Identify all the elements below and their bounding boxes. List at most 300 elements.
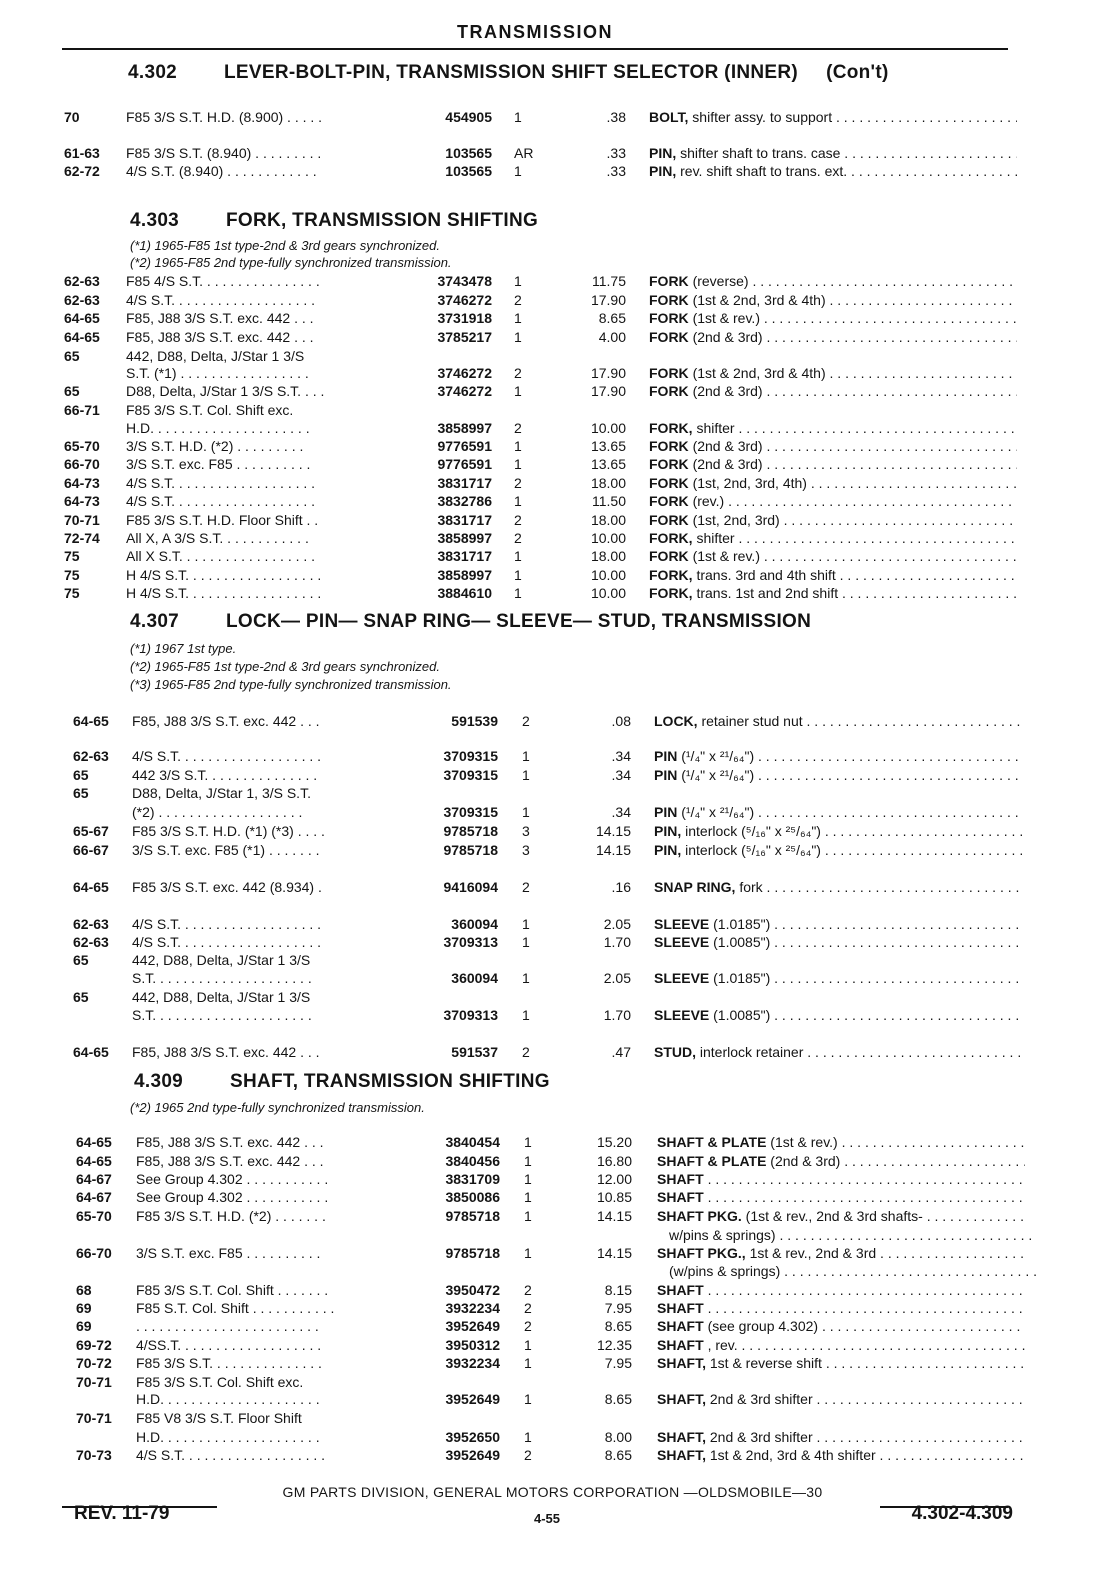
part-description [649,566,1017,584]
part-number: 3746272 [437,383,492,399]
part-description [657,1281,1025,1299]
part-detail: shifter assy. to support [692,109,833,125]
application: D88, Delta, J/Star 1 3/S S.T. . . . [126,383,325,399]
part-number: 591537 [451,1044,498,1060]
part-description [649,272,1017,290]
section-title: LOCK— PIN— SNAP RING— SLEEVE— STUD, TRANSMISSION [226,611,812,632]
application: F85 3/S S.T. exc. 442 (8.934) . [132,879,322,895]
quantity: 1 [522,1007,530,1023]
model-years: 62-63 [73,934,109,950]
part-number: 3746272 [437,292,492,308]
part-name: FORK [649,365,689,381]
table-row [0,547,1105,565]
part-name: BOLT, [649,109,689,125]
part-detail: (1.0085") [713,1007,771,1023]
quantity: 1 [514,273,522,289]
application: F85 3/S S.T. . . . . . . . . . . . . . . [136,1355,322,1371]
footnote: (*1) 1965-F85 1st type-2nd & 3rd gears synchronized. [130,238,441,253]
table-row [0,766,1105,784]
part-number: 3840456 [445,1153,500,1169]
table-row [0,382,1105,400]
part-detail: (1st & rev.) [692,548,760,564]
quantity: 2 [524,1282,532,1298]
part-description [657,1390,1025,1408]
part-number: 3952649 [445,1447,500,1463]
part-name: FORK [649,273,689,289]
model-years: 65-70 [64,438,100,454]
part-detail: trans. 1st and 2nd shift [696,585,839,601]
part-description [649,291,1017,309]
quantity: 1 [514,109,522,125]
table-row [0,1244,1105,1262]
quantity: 1 [522,916,530,932]
table-row [0,1207,1105,1225]
price: 15.20 [596,1134,632,1150]
model-years: 72-74 [64,530,100,546]
model-years: 64-65 [64,310,100,326]
part-detail: rev. shift shaft to trans. ext. [680,163,848,179]
table-row [0,529,1105,547]
part-detail: interlock (⁵/₁₆" x ²⁵/₆₄") [685,842,821,858]
table-row [0,822,1105,840]
quantity: 1 [514,456,522,472]
part-name: SHAFT [657,1171,704,1187]
part-name: SHAFT & PLATE [657,1153,767,1169]
table-row [0,951,1105,969]
application: 4/SS.T. . . . . . . . . . . . . . . . . . . [136,1337,322,1353]
price: 1.70 [603,934,631,950]
part-detail: 2nd & 3rd shifter [709,1429,813,1445]
application: 4/S S.T. . . . . . . . . . . . . . . . . . . [126,292,316,308]
part-detail: (1st & 2nd, 3rd & 4th) [692,292,826,308]
part-detail: (1st, 2nd, 3rd) [692,512,780,528]
quantity: 2 [524,1300,532,1316]
table-row [0,1226,1105,1244]
quantity: 1 [522,804,530,820]
application: F85 3/S S.T. H.D. (*2) . . . . . . . [136,1208,326,1224]
section-heading-4302 [128,62,889,84]
part-description [654,841,1022,859]
application: F85, J88 3/S S.T. exc. 442 . . . [136,1153,324,1169]
part-detail: (1.0185") [713,970,771,986]
section-title: SHAFT, TRANSMISSION SHIFTING [230,1071,550,1092]
part-number: 3831717 [437,475,492,491]
section-number: 4.303 [130,210,180,231]
part-number: 3932234 [445,1355,500,1371]
section-title: LEVER-BOLT-PIN, TRANSMISSION SHIFT SELECTOR (INNER) [224,62,799,83]
part-name: SHAFT, [657,1355,706,1371]
price: 17.90 [590,365,626,381]
application: 4/S S.T. . . . . . . . . . . . . . . . . . . [132,748,322,764]
group-range: 4.302-4.309 [911,1503,1013,1524]
footnote: (*1) 1967 1st type. [130,641,237,656]
table-row [0,511,1105,529]
section-number: 4.302 [128,62,178,83]
part-name: FORK, [649,585,693,601]
part-description [649,108,1017,126]
price: 14.15 [596,1208,632,1224]
quantity: AR [514,145,534,161]
quantity: 3 [522,823,530,839]
quantity: 1 [522,767,530,783]
part-name: SHAFT & PLATE [657,1134,767,1150]
model-years: 64-67 [76,1189,112,1205]
price: 8.65 [604,1447,632,1463]
application: F85, J88 3/S S.T. exc. 442 . . . [126,310,314,326]
application: 4/S S.T. . . . . . . . . . . . . . . . . . . [132,934,322,950]
table-row [0,1390,1105,1408]
part-detail: (1st & 2nd, 3rd & 4th) [692,365,826,381]
part-name: SLEEVE [654,934,710,950]
quantity: 2 [524,1447,532,1463]
part-number: 360094 [451,970,498,986]
part-name: SLEEVE [654,916,710,932]
application: 442 3/S S.T. . . . . . . . . . . . . . . [132,767,318,783]
part-number: 9776591 [437,456,492,472]
part-name: SHAFT PKG. [657,1208,742,1224]
model-years: 64-65 [76,1153,112,1169]
model-years: 70 [64,109,80,125]
table-row [0,803,1105,821]
quantity: 1 [514,329,522,345]
part-description [657,1170,1025,1188]
quantity: 1 [524,1189,532,1205]
part-number: 3884610 [437,585,492,601]
part-detail: shifter shaft to trans. case [680,145,841,161]
model-years: 65 [73,767,89,783]
table-row [0,933,1105,951]
part-name: SNAP RING, [654,879,736,895]
section-heading-4307 [130,611,811,633]
quantity: 2 [514,475,522,491]
table-row [0,1188,1105,1206]
quantity: 1 [524,1337,532,1353]
part-name: SHAFT [657,1282,704,1298]
part-number: 103565 [445,145,492,161]
part-number: 3743478 [437,273,492,289]
price: .33 [606,163,626,179]
part-detail: trans. 3rd and 4th shift [696,567,836,583]
price: 10.00 [590,530,626,546]
quantity: 1 [514,438,522,454]
table-row [0,492,1105,510]
part-number: 9776591 [437,438,492,454]
price: 8.15 [604,1282,632,1298]
price: 12.35 [596,1337,632,1353]
part-detail: , rev. [707,1337,738,1353]
part-description [649,364,1017,382]
model-years: 70-73 [76,1447,112,1463]
part-detail: (1st & rev.) [692,310,760,326]
footnote: (*3) 1965-F85 2nd type-fully synchronized transmission. [130,677,452,692]
model-years: 61-63 [64,145,100,161]
part-description [649,328,1017,346]
table-row [0,584,1105,602]
quantity: 3 [522,842,530,858]
part-description [649,162,1017,180]
quantity: 1 [524,1134,532,1150]
part-name: FORK [649,438,689,454]
application: H 4/S S.T. . . . . . . . . . . . . . . . . . [126,567,322,583]
application: H.D. . . . . . . . . . . . . . . . . . . . . [136,1391,320,1407]
quantity: 1 [522,748,530,764]
part-name: FORK [649,383,689,399]
application: F85 3/S S.T. H.D. Floor Shift . . [126,512,319,528]
section-heading-4309 [134,1071,550,1093]
application: 4/S S.T. . . . . . . . . . . . . . . . . . . [132,916,322,932]
part-number: 3709313 [443,1007,498,1023]
part-name: FORK [649,292,689,308]
part-name: PIN [654,804,678,820]
application: F85 3/S S.T. H.D. (8.900) . . . . . [126,109,323,125]
part-detail: (1st & rev.) [770,1134,838,1150]
price: .38 [606,109,626,125]
part-number: 3952650 [445,1429,500,1445]
part-name: SLEEVE [654,1007,710,1023]
section-title: FORK, TRANSMISSION SHIFTING [226,210,539,231]
part-detail: (w/pins & springs) [669,1263,781,1279]
table-row [0,1133,1105,1151]
application: F85, J88 3/S S.T. exc. 442 . . . [132,713,320,729]
quantity: 1 [524,1153,532,1169]
part-name: SHAFT [657,1318,704,1334]
quantity: 1 [524,1391,532,1407]
footnote: (*2) 1965-F85 1st type-2nd & 3rd gears synchronized. [130,659,441,674]
model-years: 62-63 [73,916,109,932]
price: 11.50 [592,493,626,509]
price: 12.00 [596,1171,632,1187]
model-years: 64-65 [73,879,109,895]
model-years: 65 [64,383,80,399]
application: F85 V8 3/S S.T. Floor Shift [136,1410,302,1426]
model-years: 65 [73,785,89,801]
part-number: 3952649 [445,1391,500,1407]
application: F85 S.T. Col. Shift . . . . . . . . . . . [136,1300,335,1316]
part-number: 3831717 [437,548,492,564]
part-description [657,1133,1025,1151]
table-row [0,144,1105,162]
model-years: 65 [73,989,89,1005]
model-years: 64-65 [64,329,100,345]
model-years: 75 [64,567,80,583]
section-number: 4.307 [130,611,180,632]
table-row [0,566,1105,584]
part-number: 3746272 [437,365,492,381]
footnote: (*2) 1965 2nd type-fully synchronized transmission. [130,1100,425,1115]
part-name: FORK [649,548,689,564]
part-description [657,1188,1025,1206]
application: F85 3/S S.T. Col. Shift . . . . . . . [136,1282,329,1298]
table-row [0,401,1105,419]
continued-label: (Con't) [826,62,889,83]
part-name: PIN, [649,145,677,161]
model-years: 64-73 [64,475,100,491]
application: 442, D88, Delta, J/Star 1 3/S [132,989,311,1005]
price: 10.00 [590,420,626,436]
part-detail: 1st & rev., 2nd & 3rd [749,1245,877,1261]
part-detail: 2nd & 3rd shifter [709,1391,813,1407]
application: H 4/S S.T. . . . . . . . . . . . . . . . . . [126,585,322,601]
part-description [654,712,1022,730]
quantity: 1 [514,493,522,509]
part-detail: fork [739,879,763,895]
part-name: LOCK, [654,713,698,729]
application: F85 3/S S.T. Col. Shift exc. [136,1374,304,1390]
quantity: 1 [522,970,530,986]
application: D88, Delta, J/Star 1, 3/S S.T. [132,785,311,801]
price: 8.65 [604,1391,632,1407]
model-years: 66-70 [64,456,100,472]
part-name: FORK, [649,530,693,546]
part-description [649,529,1017,547]
part-number: 9785718 [443,842,498,858]
part-name: PIN, [654,823,682,839]
table-row [0,364,1105,382]
page-header [62,18,1008,50]
table-row [0,1409,1105,1427]
quantity: 1 [522,934,530,950]
part-name: FORK [649,456,689,472]
price: 2.05 [603,970,631,986]
application: F85, J88 3/S S.T. exc. 442 . . . [132,1044,320,1060]
part-number: 3832786 [437,493,492,509]
price: 13.65 [590,438,626,454]
part-detail: (¹/₄" x ²¹/₆₄") [681,748,755,764]
model-years: 62-63 [73,748,109,764]
table-row [0,1373,1105,1391]
application: F85, J88 3/S S.T. exc. 442 . . . [136,1134,324,1150]
part-description [649,474,1017,492]
model-years: 75 [64,548,80,564]
part-name: SHAFT, [657,1391,706,1407]
part-description [657,1428,1025,1446]
part-name: PIN [654,748,678,764]
table-row [0,347,1105,365]
part-detail: (rev.) [692,493,725,509]
part-description [649,419,1017,437]
part-number: 9785718 [445,1208,500,1224]
quantity: 2 [514,365,522,381]
model-years: 69 [76,1318,92,1334]
part-number: 9785718 [443,823,498,839]
part-name: FORK [649,512,689,528]
part-detail: (reverse) [692,273,749,289]
part-detail: (¹/₄" x ²¹/₆₄") [681,767,755,783]
price: .08 [611,713,631,729]
model-years: 66-71 [64,402,100,418]
table-row [0,309,1105,327]
application: H.D. . . . . . . . . . . . . . . . . . . . . [136,1429,320,1445]
part-detail: (1st & rev., 2nd & 3rd shafts- [745,1208,923,1224]
part-detail: (¹/₄" x ²¹/₆₄") [681,804,755,820]
part-number: 3831709 [445,1171,500,1187]
application: S.T. (*1) . . . . . . . . . . . . . . . . . [126,365,309,381]
part-description [649,547,1017,565]
price: 18.00 [590,475,626,491]
price: 11.75 [592,273,626,289]
part-number: 3952649 [445,1318,500,1334]
part-number: 3831717 [437,512,492,528]
part-name: SHAFT PKG., [657,1245,746,1261]
application: All X, A 3/S S.T. . . . . . . . . . . . [126,530,309,546]
part-number: 360094 [451,916,498,932]
part-number: 3709315 [443,767,498,783]
application: 3/S S.T. exc. F85 . . . . . . . . . . [136,1245,321,1261]
part-name: SHAFT [657,1337,704,1353]
table-row [0,878,1105,896]
quantity: 1 [514,567,522,583]
part-detail: (1.0185") [713,916,771,932]
section-heading-4303 [130,210,538,232]
model-years: 64-73 [64,493,100,509]
part-detail: (see group 4.302) [707,1318,819,1334]
price: 2.05 [603,916,631,932]
part-number: 3932234 [445,1300,500,1316]
application: 3/S S.T. exc. F85 . . . . . . . . . . [126,456,311,472]
part-number: 3950472 [445,1282,500,1298]
part-number: 9785718 [445,1245,500,1261]
table-row [0,1006,1105,1024]
application: F85, J88 3/S S.T. exc. 442 . . . [126,329,314,345]
part-detail: shifter [696,530,735,546]
part-name: SHAFT [657,1300,704,1316]
table-row [0,474,1105,492]
table-row [0,1152,1105,1170]
part-detail: interlock retainer [699,1044,804,1060]
part-detail: retainer stud nut [701,713,803,729]
part-description [669,1262,1037,1280]
part-description [669,1226,1037,1244]
part-detail: w/pins & springs) [669,1227,776,1243]
table-row [0,419,1105,437]
table-row [0,1262,1105,1280]
footer-publisher: GM PARTS DIVISION, GENERAL MOTORS CORPORATION —OLDSMOBILE—30 [282,1484,823,1500]
price: 18.00 [590,512,626,528]
price: .34 [611,748,631,764]
application: See Group 4.302 . . . . . . . . . . . [136,1189,329,1205]
part-number: 3709313 [443,934,498,950]
table-row [0,1446,1105,1464]
application: 4/S S.T. (8.940) . . . . . . . . . . . . [126,163,317,179]
table-row [0,841,1105,859]
price: 4.00 [598,329,626,345]
part-description [649,584,1017,602]
part-name: SHAFT [657,1189,704,1205]
quantity: 2 [514,420,522,436]
price: 18.00 [590,548,626,564]
part-name: PIN [654,767,678,783]
model-years: 66-67 [73,842,109,858]
table-row [0,1170,1105,1188]
price: 8.00 [604,1429,632,1445]
part-name: FORK [649,310,689,326]
price: .33 [606,145,626,161]
part-description [649,492,1017,510]
part-number: 3858997 [437,567,492,583]
table-row [0,437,1105,455]
part-name: SHAFT, [657,1429,706,1445]
price: .34 [611,767,631,783]
application: F85 3/S S.T. (8.940) . . . . . . . . . [126,145,322,161]
model-years: 64-65 [73,1044,109,1060]
part-number: 3858997 [437,420,492,436]
model-years: 70-72 [76,1355,112,1371]
price: 14.15 [595,823,631,839]
part-detail: (2nd & 3rd) [770,1153,841,1169]
table-row [0,1299,1105,1317]
part-name: PIN, [649,163,677,179]
part-detail: (2nd & 3rd) [692,438,763,454]
